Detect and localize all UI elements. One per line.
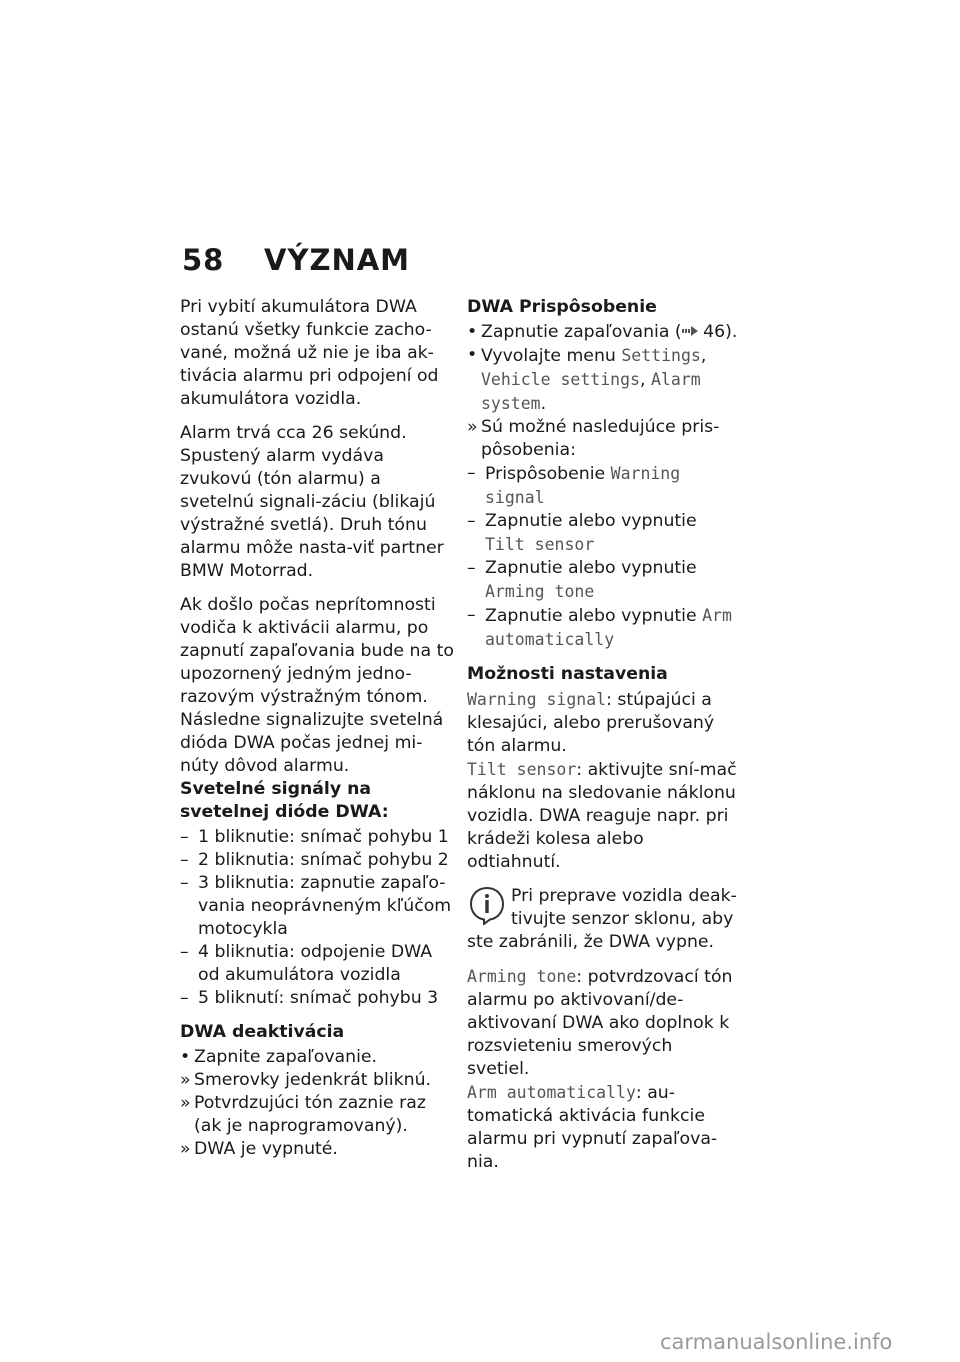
left-column: [180, 296, 455, 1172]
paragraph: Arm automatically: au-tomatická aktivácia funkcie alarmu pri vypnutí zapaľova-nia.: [467, 1083, 718, 1172]
dash-marker: –: [180, 850, 189, 870]
signals-heading: Svetelné signály na svetelnej dióde DWA:: [180, 779, 389, 822]
result-item: » Smerovky jedenkrát bliknú.: [180, 1070, 432, 1090]
dash-marker: –: [180, 988, 189, 1008]
menu-alarm-system: Alarm system: [481, 370, 701, 413]
info-icon: [467, 885, 507, 925]
paragraph: Arming tone: potvrdzovací tón alarmu po aktivovaní/de-aktivovaní DWA ako doplnok k rozsvieteniu smerových svetiel.: [467, 967, 733, 1079]
paragraph: Alarm trvá cca 26 sekúnd. Spustený alarm vydáva zvukovú (tón alarmu) a svetelnú signali-záciu (blikajú výstražné svetlá). Druh tónu alarmu môže nasta-viť partner BMW Motorrad.: [180, 423, 444, 581]
list-item: – 5 bliknutí: snímač pohybu 3: [180, 988, 439, 1008]
menu-settings: Settings: [621, 346, 701, 365]
result-icon: »: [180, 1093, 191, 1113]
adaptation-options: [467, 462, 739, 652]
arrow-right-icon: [682, 322, 698, 342]
result-icon: »: [180, 1139, 191, 1159]
deactivation-list: [180, 1046, 455, 1161]
info-text-first: Pri preprave vozidla deak-tivujte senzor sklonu, aby: [511, 886, 737, 929]
list-item: – 4 bliknutia: odpojenie DWA od akumulátora vozidla: [180, 942, 433, 985]
options-heading: Možnosti nastavenia: [467, 664, 668, 684]
dash-marker: –: [467, 605, 476, 625]
info-text-rest: ste zabránili, že DWA vypne.: [467, 932, 715, 952]
dash-marker: –: [180, 942, 189, 962]
page-title: VÝZNAM: [264, 243, 411, 277]
result-item: » Sú možné nasledujúce pris-pôsobenia:: [467, 417, 720, 460]
paragraph: Warning signal: stúpajúci a klesajúci, alebo prerušovaný tón alarmu.: [467, 690, 715, 756]
dash-marker: –: [467, 463, 476, 483]
result-icon: »: [467, 417, 478, 437]
list-item: – Zapnutie alebo vypnutie Arm automatically: [467, 605, 732, 649]
adaptation-steps: [467, 321, 739, 462]
list-item: – Prispôsobenie Warning signal: [467, 463, 681, 507]
dash-marker: –: [180, 873, 189, 893]
result-icon: »: [180, 1070, 191, 1090]
result-item: » DWA je vypnuté.: [180, 1139, 338, 1159]
menu-vehicle-settings: Vehicle settings: [481, 370, 640, 389]
paragraph: Tilt sensor: aktivujte sní-mač náklonu na sledovanie náklonu vozidla. DWA reaguje napr. pri krádeži kolesa alebo odtiahnutí.: [467, 760, 737, 872]
bullet-icon: •: [467, 345, 478, 365]
adaptation-heading: DWA Prispôsobenie: [467, 297, 657, 317]
step-item: • Zapnutie zapaľovania ( 46).: [467, 322, 738, 342]
list-item: – Zapnutie alebo vypnutie Tilt sensor: [467, 511, 697, 554]
dash-marker: –: [180, 827, 189, 847]
dash-marker: –: [467, 511, 476, 531]
deactivation-heading: DWA deaktivácia: [180, 1022, 345, 1042]
right-column: [467, 296, 739, 1185]
list-item: – Zapnutie alebo vypnutie Arming tone: [467, 558, 697, 601]
dash-marker: –: [467, 558, 476, 578]
bullet-icon: •: [180, 1047, 191, 1067]
list-item: – 1 bliknutie: snímač pohybu 1: [180, 827, 449, 847]
info-note: [467, 885, 739, 954]
step-item: • Zapnite zapaľovanie.: [180, 1047, 378, 1067]
list-item: – 2 bliknutia: snímač pohybu 2: [180, 850, 449, 870]
signals-list: [180, 826, 455, 1010]
result-item: » Potvrdzujúci tón zaznie raz (ak je naprogramovaný).: [180, 1093, 426, 1136]
step-item: • Vyvolajte menu Settings, Vehicle settings, Alarm system.: [467, 345, 707, 414]
paragraph: Ak došlo počas neprítomnosti vodiča k aktivácii alarmu, po zapnutí zapaľovania bude na to upozornený jedným jedno-razovým výstražným tónom. Následne signalizujte svetelná dióda DWA počas jednej mi-núty dôvod alarmu.: [180, 595, 454, 776]
page-header: [182, 243, 410, 277]
bullet-icon: •: [467, 322, 478, 342]
page-number: 58: [182, 243, 225, 277]
watermark: carmanualsonline.info: [660, 1330, 893, 1354]
paragraph: Pri vybití akumulátora DWA ostanú všetky funkcie zacho-vané, možná už nie je iba ak-tivácia alarmu pri odpojení od akumulátora vozidla.: [180, 297, 439, 409]
list-item: – 3 bliknutia: zapnutie zapaľo-vania neoprávneným kľúčom motocykla: [180, 873, 452, 939]
